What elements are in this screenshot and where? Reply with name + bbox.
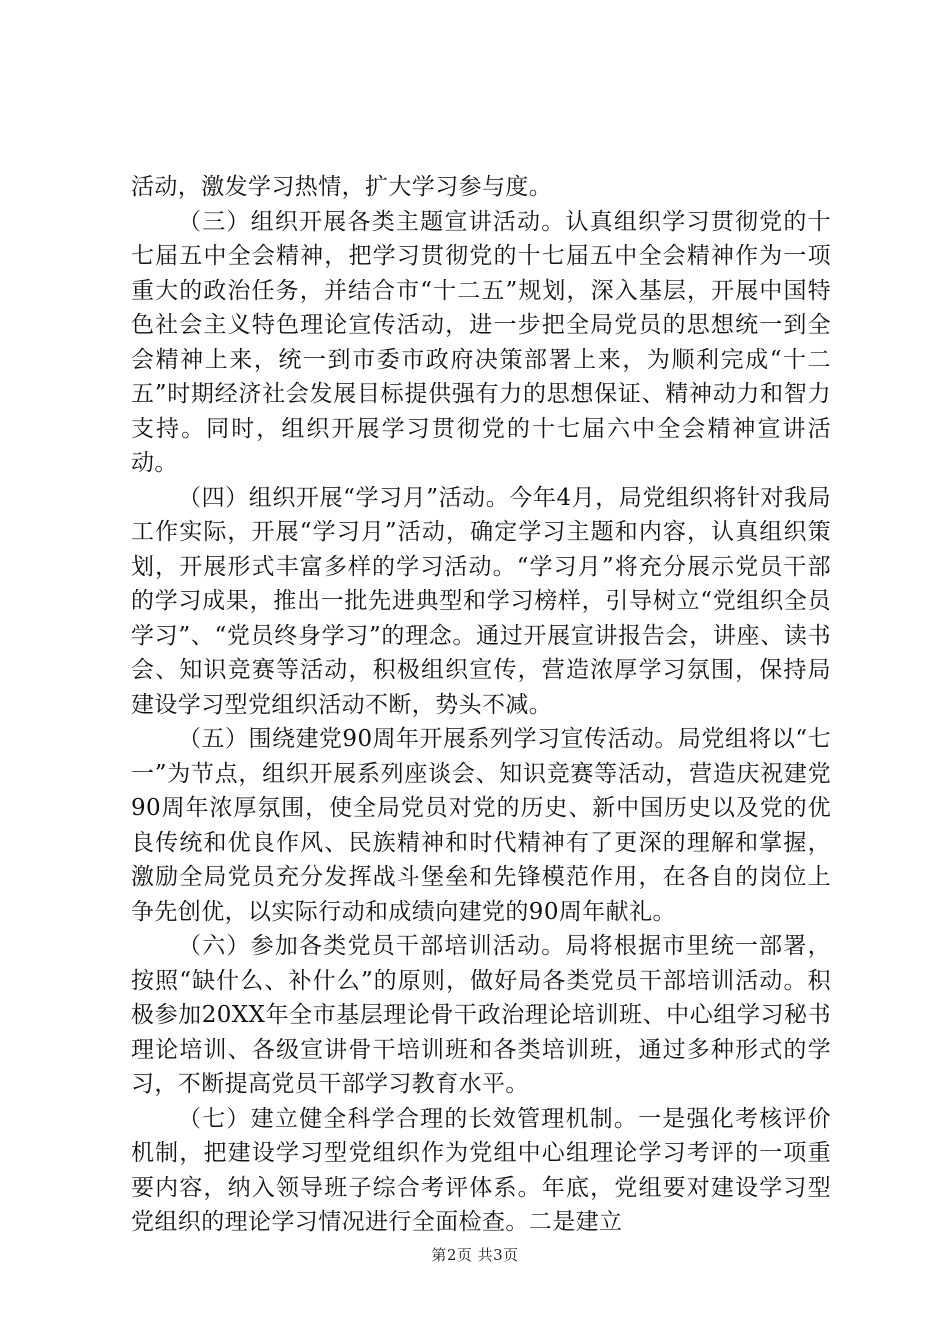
paragraph-item-3: （三）组织开展各类主题宣讲活动。认真组织学习贯彻党的十七届五中全会精神，把学习贯彻党的十七届五中全会精神作为一项重大的政治任务，并结合市“十二五”规划，深入基层，开展中国特色社会主义特色理论宣传活动，进一步把全局党员的思想统一到全会精神上来，统一到市委市政府决策部署上来，为顺利完成“十二五”时期经济社会发展目标提供强有力的思想保证、精神动力和智力支持。同时，组织开展学习贯彻党的十七届六中全会精神宣讲活动。 xyxy=(131,208,831,476)
paragraph-item-6: （六）参加各类党员干部培训活动。局将根据市里统一部署，按照“缺什么、补什么”的原则，做好局各类党员干部培训活动。积极参加20XX年全市基层理论骨干政治理论培训班、中心组学习秘书理论培训、各级宣讲骨干培训班和各类培训班，通过多种形式的学习，不断提高党员干部学习教育水平。 xyxy=(131,933,831,1097)
page-footer xyxy=(0,1244,950,1265)
paragraph-item-7: （七）建立健全科学合理的长效管理机制。一是强化考核评价机制，把建设学习型党组织作为党组中心组理论学习考评的一项重要内容，纳入领导班子综合考评体系。年底，党组要对建设学习型党组织的理论学习情况进行全面检查。二是建立 xyxy=(131,1105,831,1235)
page-number-indicator: 第2页 共3页 xyxy=(431,1246,519,1264)
paragraph-item-4: （四）组织开展“学习月”活动。今年4月，局党组织将针对我局工作实际，开展“学习月”活动，确定学习主题和内容，认真组织策划，开展形式丰富多样的学习活动。“学习月”将充分展示党员干部的学习成果，推出一批先进典型和学习榜样，引导树立“党组织全员学习”、“党员终身学习”的理念。通过开展宣讲报告会，讲座、读书会、知识竞赛等活动，积极组织宣传，营造浓厚学习氛围，保持局建设学习型党组织活动不断，势头不减。 xyxy=(131,484,831,718)
paragraph-continuation: 活动，激发学习热情，扩大学习参与度。 xyxy=(131,174,553,200)
document-body xyxy=(131,170,831,1240)
paragraph-item-5: （五）围绕建党90周年开展系列学习宣传活动。局党组将以“七一”为节点，组织开展系列座谈会、知识竞赛等活动，营造庆祝建党90周年浓厚氛围，使全局党员对党的历史、新中国历史以及党的优良传统和优良作风、民族精神和时代精神有了更深的理解和掌握，激励全局党员充分发挥战斗堡垒和先锋模范作用，在各自的岗位上争先创优，以实际行动和成绩向建党的90周年献礼。 xyxy=(131,726,831,925)
